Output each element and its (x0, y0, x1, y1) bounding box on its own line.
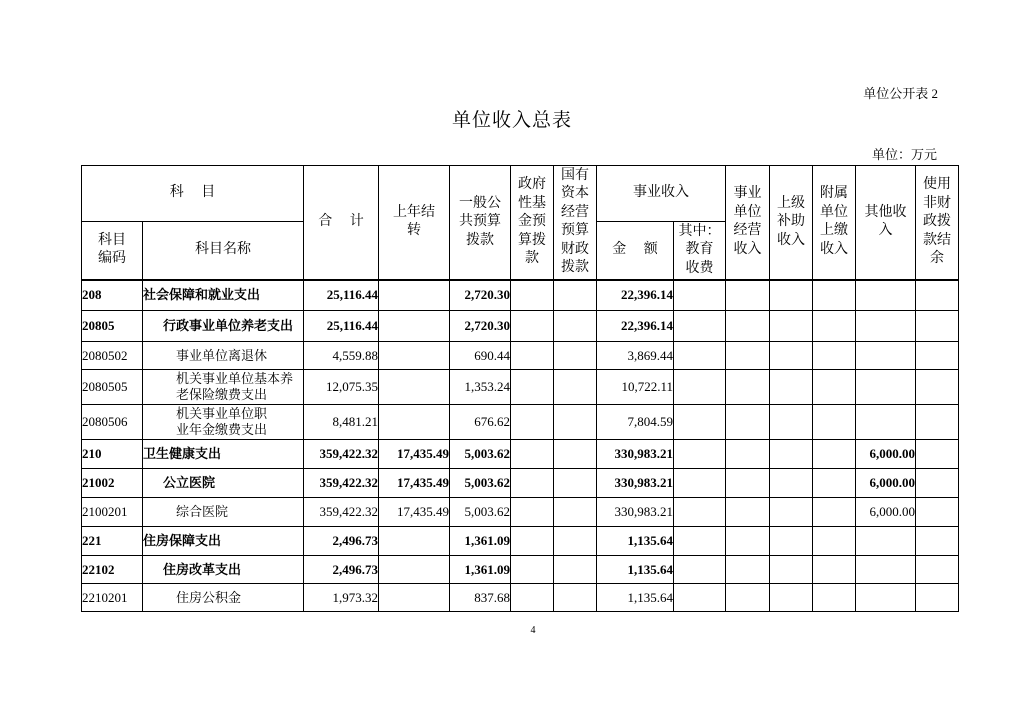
cell-non-fiscal-balance (916, 280, 959, 311)
cell-state-capital (554, 498, 597, 527)
cell-gov-fund (511, 440, 554, 469)
cell-business-amount: 330,983.21 (597, 440, 674, 469)
cell-education-fee (674, 527, 726, 556)
cell-code: 2210201 (82, 584, 143, 612)
cell-non-fiscal-balance (916, 342, 959, 370)
cell-general-budget: 837.68 (450, 584, 511, 612)
cell-non-fiscal-balance (916, 440, 959, 469)
cell-affiliated-income (813, 584, 856, 612)
cell-affiliated-income (813, 405, 856, 440)
cell-operating-income (726, 527, 770, 556)
table-row (82, 370, 959, 405)
cell-general-budget: 1,361.09 (450, 556, 511, 584)
header-state-capital: 国有 资本 经营 预算 财政 拨款 (554, 166, 597, 280)
cell-superior-subsidy (770, 584, 813, 612)
cell-other-income (856, 556, 916, 584)
cell-carryover (379, 556, 450, 584)
cell-superior-subsidy (770, 498, 813, 527)
cell-code: 210 (82, 440, 143, 469)
cell-general-budget: 1,353.24 (450, 370, 511, 405)
cell-carryover: 17,435.49 (379, 440, 450, 469)
header-total: 合 计 (304, 166, 379, 280)
cell-state-capital (554, 405, 597, 440)
cell-general-budget: 2,720.30 (450, 280, 511, 311)
cell-education-fee (674, 498, 726, 527)
table-row (82, 556, 959, 584)
table-row (82, 469, 959, 498)
cell-operating-income (726, 342, 770, 370)
cell-business-amount: 1,135.64 (597, 527, 674, 556)
cell-non-fiscal-balance (916, 556, 959, 584)
table-row (82, 311, 959, 342)
cell-affiliated-income (813, 440, 856, 469)
cell-total: 1,973.32 (304, 584, 379, 612)
cell-non-fiscal-balance (916, 405, 959, 440)
cell-business-amount: 22,396.14 (597, 280, 674, 311)
cell-gov-fund (511, 342, 554, 370)
cell-carryover: 17,435.49 (379, 498, 450, 527)
cell-name: 社会保障和就业支出 (143, 280, 304, 311)
page-number: 4 (530, 625, 536, 636)
table-header (82, 166, 959, 280)
cell-affiliated-income (813, 527, 856, 556)
cell-carryover (379, 584, 450, 612)
cell-other-income: 6,000.00 (856, 498, 916, 527)
cell-gov-fund (511, 584, 554, 612)
cell-superior-subsidy (770, 370, 813, 405)
header-code: 科目 编码 (82, 222, 143, 280)
cell-business-amount: 7,804.59 (597, 405, 674, 440)
cell-education-fee (674, 584, 726, 612)
cell-other-income (856, 527, 916, 556)
cell-gov-fund (511, 469, 554, 498)
cell-other-income (856, 370, 916, 405)
cell-education-fee (674, 342, 726, 370)
cell-other-income (856, 584, 916, 612)
cell-carryover (379, 405, 450, 440)
cell-carryover (379, 280, 450, 311)
cell-total: 12,075.35 (304, 370, 379, 405)
cell-education-fee (674, 440, 726, 469)
header-non-fiscal-balance: 使用 非财 政拨 款结 余 (916, 166, 959, 280)
cell-code: 21002 (82, 469, 143, 498)
income-summary-table (81, 165, 959, 612)
cell-state-capital (554, 440, 597, 469)
cell-total: 359,422.32 (304, 440, 379, 469)
cell-code: 2080506 (82, 405, 143, 440)
cell-total: 25,116.44 (304, 280, 379, 311)
cell-superior-subsidy (770, 469, 813, 498)
cell-name: 公立医院 (143, 469, 304, 498)
cell-operating-income (726, 498, 770, 527)
cell-code: 208 (82, 280, 143, 311)
cell-gov-fund (511, 370, 554, 405)
cell-gov-fund (511, 405, 554, 440)
cell-general-budget: 5,003.62 (450, 498, 511, 527)
table-row (82, 440, 959, 469)
cell-state-capital (554, 280, 597, 311)
table-row (82, 405, 959, 440)
cell-operating-income (726, 311, 770, 342)
cell-carryover (379, 342, 450, 370)
cell-total: 359,422.32 (304, 498, 379, 527)
cell-carryover (379, 370, 450, 405)
cell-general-budget: 2,720.30 (450, 311, 511, 342)
cell-operating-income (726, 556, 770, 584)
cell-operating-income (726, 280, 770, 311)
cell-affiliated-income (813, 280, 856, 311)
header-business-income: 事业收入 (597, 166, 726, 222)
cell-business-amount: 330,983.21 (597, 498, 674, 527)
cell-superior-subsidy (770, 311, 813, 342)
cell-affiliated-income (813, 498, 856, 527)
header-affiliated-income: 附属 单位 上缴 收入 (813, 166, 856, 280)
cell-superior-subsidy (770, 342, 813, 370)
cell-education-fee (674, 311, 726, 342)
cell-code: 2100201 (82, 498, 143, 527)
header-superior-subsidy: 上级 补助 收入 (770, 166, 813, 280)
table-body (82, 280, 959, 612)
cell-business-amount: 1,135.64 (597, 584, 674, 612)
header-name: 科目名称 (143, 222, 304, 280)
cell-name: 住房保障支出 (143, 527, 304, 556)
header-row (82, 166, 959, 222)
table-row (82, 280, 959, 311)
cell-total: 8,481.21 (304, 405, 379, 440)
cell-name: 机关事业单位基本养 老保险缴费支出 (143, 370, 304, 405)
cell-carryover (379, 311, 450, 342)
cell-operating-income (726, 584, 770, 612)
cell-business-amount: 3,869.44 (597, 342, 674, 370)
cell-other-income (856, 405, 916, 440)
cell-superior-subsidy (770, 527, 813, 556)
cell-total: 2,496.73 (304, 527, 379, 556)
cell-education-fee (674, 280, 726, 311)
cell-other-income (856, 342, 916, 370)
cell-general-budget: 5,003.62 (450, 469, 511, 498)
cell-operating-income (726, 440, 770, 469)
cell-gov-fund (511, 311, 554, 342)
table-row (82, 584, 959, 612)
cell-name: 事业单位离退休 (143, 342, 304, 370)
table-row (82, 342, 959, 370)
cell-code: 2080502 (82, 342, 143, 370)
cell-state-capital (554, 556, 597, 584)
header-subject: 科 目 (82, 166, 304, 222)
cell-affiliated-income (813, 469, 856, 498)
cell-business-amount: 1,135.64 (597, 556, 674, 584)
cell-education-fee (674, 469, 726, 498)
cell-superior-subsidy (770, 556, 813, 584)
table-number-label: 单位公开表 2 (863, 86, 938, 101)
cell-non-fiscal-balance (916, 527, 959, 556)
page-title: 单位收入总表 (451, 110, 572, 131)
cell-general-budget: 676.62 (450, 405, 511, 440)
cell-general-budget: 1,361.09 (450, 527, 511, 556)
cell-gov-fund (511, 498, 554, 527)
cell-total: 4,559.88 (304, 342, 379, 370)
cell-general-budget: 690.44 (450, 342, 511, 370)
cell-superior-subsidy (770, 280, 813, 311)
table-row (82, 498, 959, 527)
cell-superior-subsidy (770, 440, 813, 469)
header-business-amount: 金 额 (597, 222, 674, 280)
cell-name: 综合医院 (143, 498, 304, 527)
cell-affiliated-income (813, 311, 856, 342)
cell-gov-fund (511, 527, 554, 556)
cell-education-fee (674, 556, 726, 584)
cell-operating-income (726, 469, 770, 498)
cell-code: 221 (82, 527, 143, 556)
cell-affiliated-income (813, 342, 856, 370)
cell-name: 卫生健康支出 (143, 440, 304, 469)
header-education-fee: 其中： 教育 收费 (674, 222, 726, 280)
cell-operating-income (726, 370, 770, 405)
unit-label: 单位：万元 (871, 147, 937, 162)
cell-affiliated-income (813, 556, 856, 584)
cell-state-capital (554, 370, 597, 405)
cell-total: 359,422.32 (304, 469, 379, 498)
cell-business-amount: 330,983.21 (597, 469, 674, 498)
header-carryover: 上年结 转 (379, 166, 450, 280)
header-other-income: 其他收 入 (856, 166, 916, 280)
cell-state-capital (554, 584, 597, 612)
cell-education-fee (674, 405, 726, 440)
cell-other-income (856, 311, 916, 342)
cell-total: 25,116.44 (304, 311, 379, 342)
cell-non-fiscal-balance (916, 498, 959, 527)
cell-code: 22102 (82, 556, 143, 584)
header-general-budget: 一般公 共预算 拨款 (450, 166, 511, 280)
cell-superior-subsidy (770, 405, 813, 440)
cell-name: 住房改革支出 (143, 556, 304, 584)
cell-state-capital (554, 311, 597, 342)
cell-non-fiscal-balance (916, 584, 959, 612)
cell-operating-income (726, 405, 770, 440)
cell-total: 2,496.73 (304, 556, 379, 584)
cell-education-fee (674, 370, 726, 405)
cell-business-amount: 10,722.11 (597, 370, 674, 405)
header-gov-fund: 政府 性基 金预 算拨 款 (511, 166, 554, 280)
cell-code: 20805 (82, 311, 143, 342)
cell-gov-fund (511, 280, 554, 311)
cell-other-income: 6,000.00 (856, 469, 916, 498)
cell-other-income (856, 280, 916, 311)
cell-state-capital (554, 469, 597, 498)
cell-name: 行政事业单位养老支出 (143, 311, 304, 342)
cell-other-income: 6,000.00 (856, 440, 916, 469)
cell-non-fiscal-balance (916, 370, 959, 405)
cell-name: 机关事业单位职 业年金缴费支出 (143, 405, 304, 440)
table-row (82, 527, 959, 556)
cell-general-budget: 5,003.62 (450, 440, 511, 469)
header-operating-income: 事业 单位 经营 收入 (726, 166, 770, 280)
cell-non-fiscal-balance (916, 469, 959, 498)
cell-carryover (379, 527, 450, 556)
cell-code: 2080505 (82, 370, 143, 405)
cell-carryover: 17,435.49 (379, 469, 450, 498)
cell-name: 住房公积金 (143, 584, 304, 612)
cell-affiliated-income (813, 370, 856, 405)
cell-state-capital (554, 342, 597, 370)
cell-gov-fund (511, 556, 554, 584)
cell-business-amount: 22,396.14 (597, 311, 674, 342)
cell-state-capital (554, 527, 597, 556)
cell-non-fiscal-balance (916, 311, 959, 342)
